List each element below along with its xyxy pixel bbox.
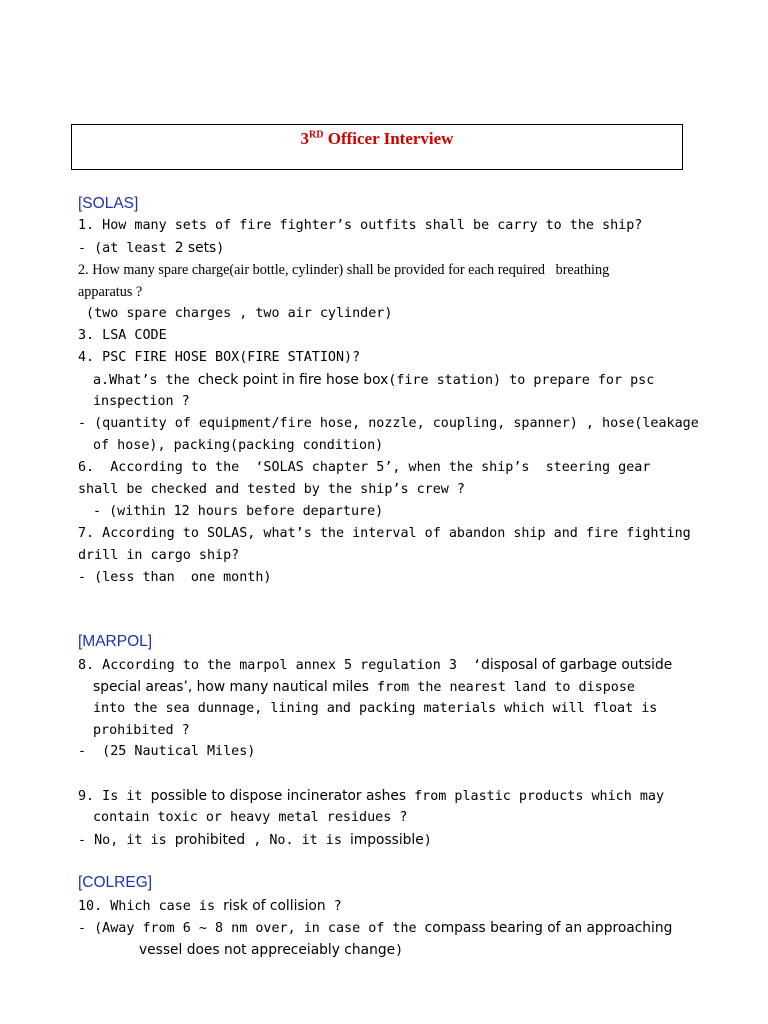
question-7-cont: drill in cargo ship?	[78, 548, 240, 563]
answer-7: - (less than one month)	[78, 570, 272, 585]
question-8-cont-1: special areas’, how many nautical miles from the nearest land to dispose	[93, 679, 635, 695]
section-heading-solas: [SOLAS]	[78, 195, 139, 212]
answer-4-cont: of hose), packing(packing condition)	[93, 438, 384, 453]
answer-9: - No, it is prohibited , No. it is impossible)	[78, 832, 432, 848]
answer-10-cont: vessel does not appreceiably change)	[139, 942, 404, 958]
question-8-cont-2: into the sea dunnage, lining and packing materials which will float is	[93, 701, 658, 716]
question-1: 1. How many sets of fire fighter’s outfits shall be carry to the ship?	[78, 218, 643, 233]
question-2: 2. How many spare charge(air bottle, cylinder) shall be provided for each required breathing	[78, 262, 610, 278]
question-4: 4. PSC FIRE HOSE BOX(FIRE STATION)?	[78, 350, 361, 365]
question-8-cont-3: prohibited ?	[93, 723, 190, 738]
section-heading-marpol: [MARPOL]	[78, 633, 153, 650]
question-3: 3. LSA CODE	[78, 328, 167, 343]
question-6: 6. According to the ‘SOLAS chapter 5’, when the ship’s steering gear	[78, 460, 651, 475]
question-6-cont: shall be checked and tested by the ship’s crew ?	[78, 482, 465, 497]
title-box	[71, 124, 683, 170]
answer-10: - (Away from 6 ~ 8 nm over, in case of the compass bearing of an approaching	[78, 920, 673, 936]
answer-2: (two spare charges , two air cylinder)	[78, 306, 393, 321]
page-title: 3RD Officer Interview	[300, 129, 454, 148]
question-9-cont: contain toxic or heavy metal residues ?	[93, 810, 408, 825]
answer-4: - (quantity of equipment/fire hose, nozzle, coupling, spanner) , hose(leakage	[78, 416, 699, 431]
question-4a-cont: inspection ?	[93, 394, 190, 409]
answer-8: - (25 Nautical Miles)	[78, 744, 256, 759]
answer-1: - (at least 2 sets)	[78, 240, 225, 256]
question-4a: a.What’s the check point in fire hose box(fire station) to prepare for psc	[93, 372, 655, 388]
question-8: 8. According to the marpol annex 5 regulation 3 ‘disposal of garbage outside	[78, 657, 673, 673]
answer-6: - (within 12 hours before departure)	[93, 504, 384, 519]
section-heading-colreg: [COLREG]	[78, 874, 153, 891]
question-10: 10. Which case is risk of collision ?	[78, 898, 342, 914]
question-2-cont: apparatus ?	[78, 284, 143, 300]
question-9: 9. Is it possible to dispose incinerator ashes from plastic products which may	[78, 788, 665, 804]
question-7: 7. According to SOLAS, what’s the interval of abandon ship and fire fighting	[78, 526, 691, 541]
